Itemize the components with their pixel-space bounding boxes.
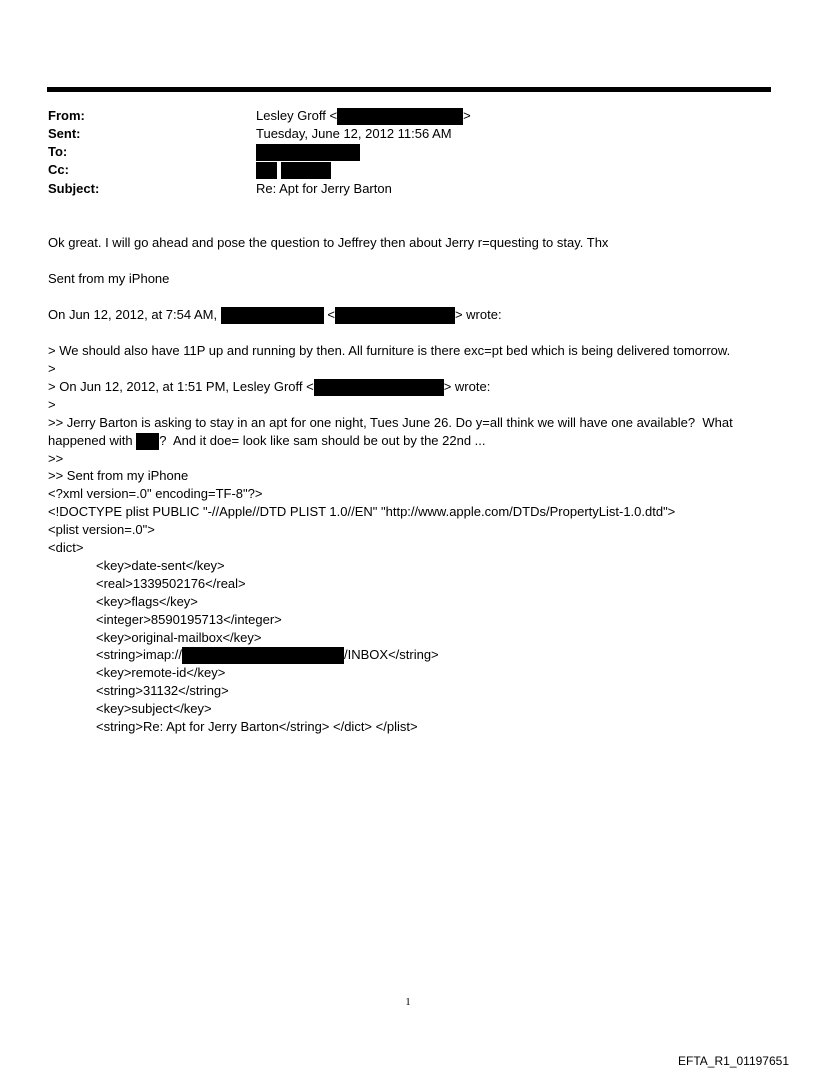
from-value [256, 108, 471, 125]
header-rule [47, 87, 771, 92]
xml-line-4: <dict> [48, 540, 84, 555]
xml-line-9: <key>original-mailbox</key> [96, 630, 262, 645]
quote-line-4: >> Jerry Barton is asking to stay in an apt for one night, Tues June 26. Do y=all think we will have one available? What [48, 415, 733, 430]
xml-line-10 [96, 647, 439, 664]
xml-line-10-b: /INBOX</string> [344, 647, 439, 662]
xml-line-3: <plist version=.0"> [48, 522, 155, 537]
quote-header-2-wrote: > wrote: [443, 379, 491, 394]
redaction-block [136, 433, 159, 450]
xml-line-2: <!DOCTYPE plist PUBLIC "-//Apple//DTD PLIST 1.0//EN" "http://www.apple.com/DTDs/PropertyList-1.0.dtd"> [48, 504, 676, 519]
subject-label: Subject: [48, 181, 100, 196]
cc-redaction-1 [256, 162, 277, 179]
quote-line-3: > [48, 397, 56, 412]
quote-header-1-text: On Jun 12, 2012, at 7:54 AM, [48, 307, 218, 322]
body-line-1: Ok great. I will go ahead and pose the question to Jeffrey then about Jerry r=questing to stay. Thx [48, 235, 609, 250]
document-id: EFTA_R1_01197651 [678, 1054, 789, 1068]
xml-line-11: <key>remote-id</key> [96, 665, 226, 680]
quote-header-2 [48, 379, 490, 396]
cc-label: Cc: [48, 162, 69, 177]
to-label: To: [48, 144, 68, 159]
quote-line-7: >> Sent from my iPhone [48, 468, 189, 483]
subject-value: Re: Apt for Jerry Barton [256, 181, 392, 196]
xml-line-8: <integer>8590195713</integer> [96, 612, 282, 627]
xml-line-1: <?xml version=.0" encoding=TF-8"?> [48, 486, 263, 501]
quote-line-5-b: ? And it doe= look like sam should be out by the 22nd ... [159, 433, 486, 448]
xml-line-14: <string>Re: Apt for Jerry Barton</string> </dict> </plist> [96, 719, 418, 734]
xml-line-7: <key>flags</key> [96, 594, 198, 609]
quote-line-5 [48, 433, 486, 450]
from-close: > [463, 108, 471, 123]
quote-line-5-a: happened with [48, 433, 133, 448]
redaction-block [182, 647, 344, 664]
redaction-block [314, 379, 444, 396]
xml-line-6: <real>1339502176</real> [96, 576, 246, 591]
quote-line-2: > [48, 361, 56, 376]
sent-value: Tuesday, June 12, 2012 11:56 AM [256, 126, 452, 141]
from-label: From: [48, 108, 85, 123]
to-redaction [256, 144, 360, 161]
body-line-2: Sent from my iPhone [48, 271, 170, 286]
quote-header-1-lt: < [327, 307, 335, 322]
xml-line-13: <key>subject</key> [96, 701, 212, 716]
xml-line-12: <string>31132</string> [96, 683, 229, 698]
from-name: Lesley Groff < [256, 108, 338, 123]
redaction-block [337, 108, 463, 125]
page-number: 1 [405, 996, 411, 1008]
quote-header-1-wrote: > wrote: [454, 307, 502, 322]
quote-header-2-text: > On Jun 12, 2012, at 1:51 PM, Lesley Groff < [48, 379, 314, 394]
xml-line-10-a: <string>imap:// [96, 647, 182, 662]
cc-redaction-2 [281, 162, 331, 179]
redaction-block [335, 307, 455, 324]
quote-header-1 [48, 307, 502, 324]
quote-line-6: >> [48, 451, 64, 466]
redaction-block [221, 307, 324, 324]
quote-line-1: > We should also have 11P up and running by then. All furniture is there exc=pt bed which is being delivered tomorrow. [48, 343, 731, 358]
sent-label: Sent: [48, 126, 81, 141]
xml-line-5: <key>date-sent</key> [96, 558, 225, 573]
